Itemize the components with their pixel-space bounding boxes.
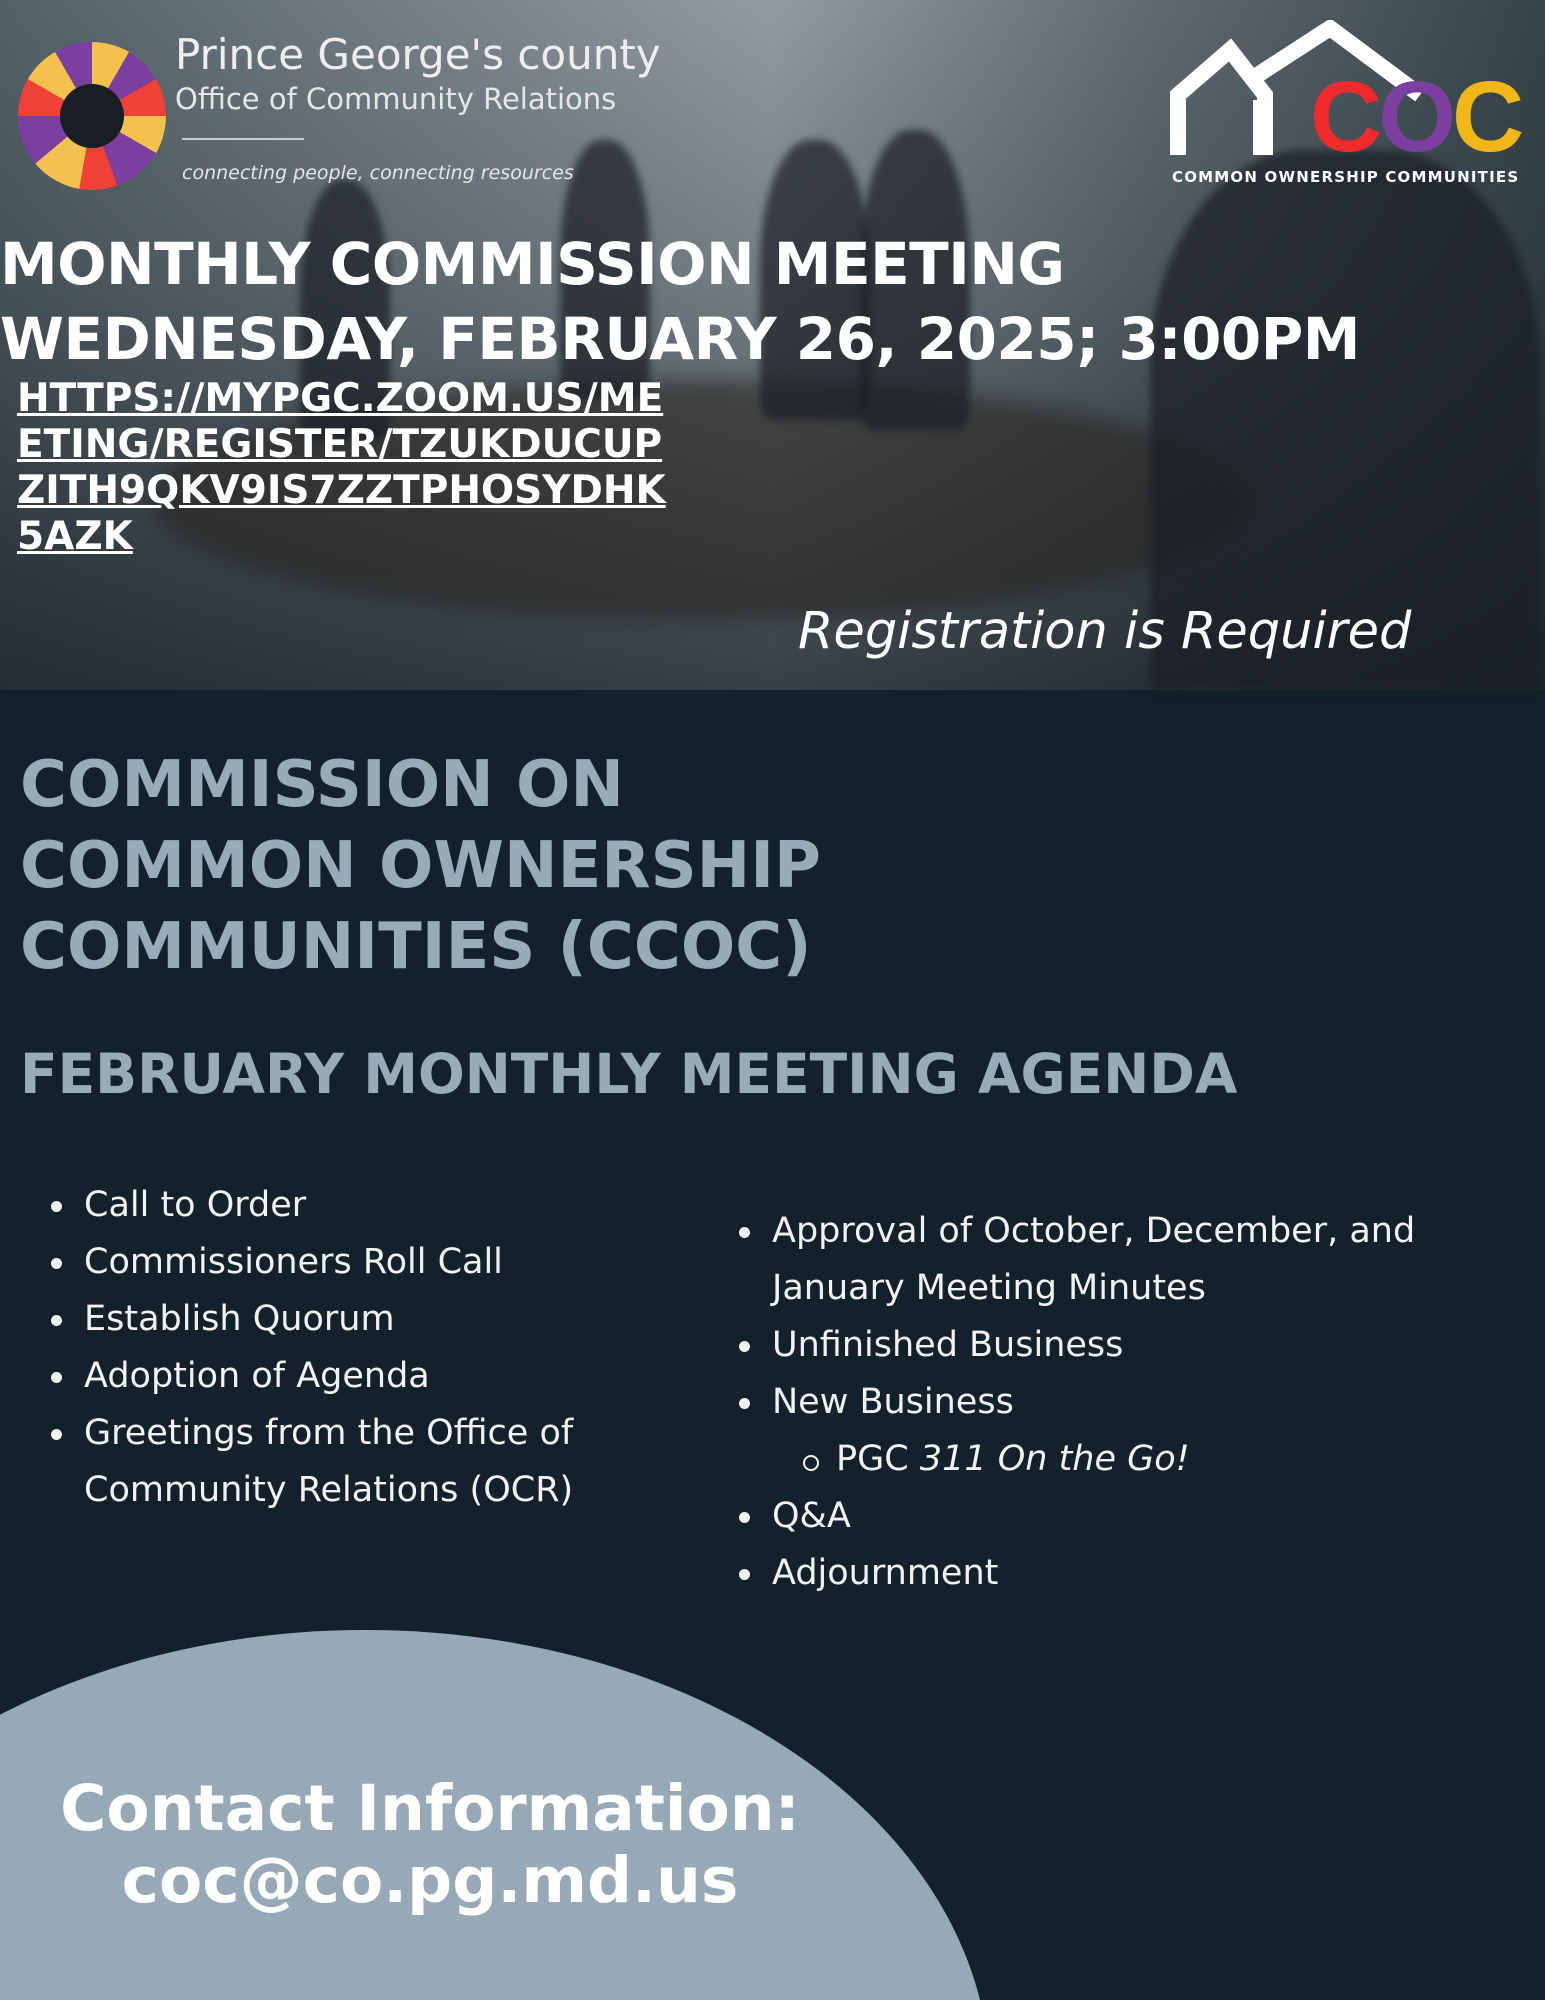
agenda-item: Establish Quorum <box>84 1291 604 1348</box>
registration-link[interactable]: HTTPS://MYPGC.ZOOM.US/MEETING/REGISTER/TZUKDUCUPZITH9QKV9IS7ZZTPHOSYDHK5AZK <box>17 376 666 559</box>
agenda-item: Adjournment <box>772 1545 1512 1602</box>
pg-county-name: Prince George's county <box>175 30 661 79</box>
agenda-item: Call to Order <box>84 1177 604 1234</box>
coc-logo-subtitle: COMMON OWNERSHIP COMMUNITIES <box>1172 168 1520 186</box>
pg-office-name: Office of Community Relations <box>175 82 617 116</box>
agenda-item: Commissioners Roll Call <box>84 1234 604 1291</box>
contact-email[interactable]: coc@co.pg.md.us <box>121 1844 739 1917</box>
coc-logo-letters <box>1310 60 1520 175</box>
agenda-item: Approval of October, December, and January Meeting Minutes <box>772 1203 1512 1317</box>
agenda-item: Q&A <box>772 1488 1512 1545</box>
hero-banner <box>0 0 1545 690</box>
agenda-item: New Business <box>772 1374 1512 1431</box>
agenda-list-left <box>84 1177 604 1519</box>
coc-letter-o: O <box>1378 61 1453 173</box>
meeting-datetime: WEDNESDAY, FEBRUARY 26, 2025; 3:00PM <box>0 305 1361 373</box>
agenda-item: Greetings from the Office of Community Relations (OCR) <box>84 1405 604 1519</box>
agenda-list-right <box>772 1203 1512 1602</box>
meeting-title: MONTHLY COMMISSION MEETING <box>0 230 1065 298</box>
coc-letter-c2: C <box>1452 61 1521 173</box>
contact-info <box>0 1773 860 1917</box>
contact-label: Contact Information: <box>60 1772 800 1845</box>
agenda-sub-item <box>772 1431 1512 1488</box>
agenda-item: Adoption of Agenda <box>84 1348 604 1405</box>
agenda-title: FEBRUARY MONTHLY MEETING AGENDA <box>20 1042 1238 1106</box>
pg-tagline: connecting people, connecting resources <box>182 162 574 184</box>
pg-county-logo-icon <box>18 42 166 190</box>
sub-item-prefix: PGC <box>836 1439 920 1479</box>
coc-letter-c1: C <box>1310 61 1379 173</box>
registration-note: Registration is Required <box>798 602 1412 661</box>
commission-title: COMMISSION ON COMMON OWNERSHIP COMMUNITIES (CCOC) <box>20 748 821 984</box>
agenda-item: Unfinished Business <box>772 1317 1512 1374</box>
sub-item-italic: 311 On the Go! <box>919 1439 1190 1479</box>
divider <box>182 138 304 140</box>
